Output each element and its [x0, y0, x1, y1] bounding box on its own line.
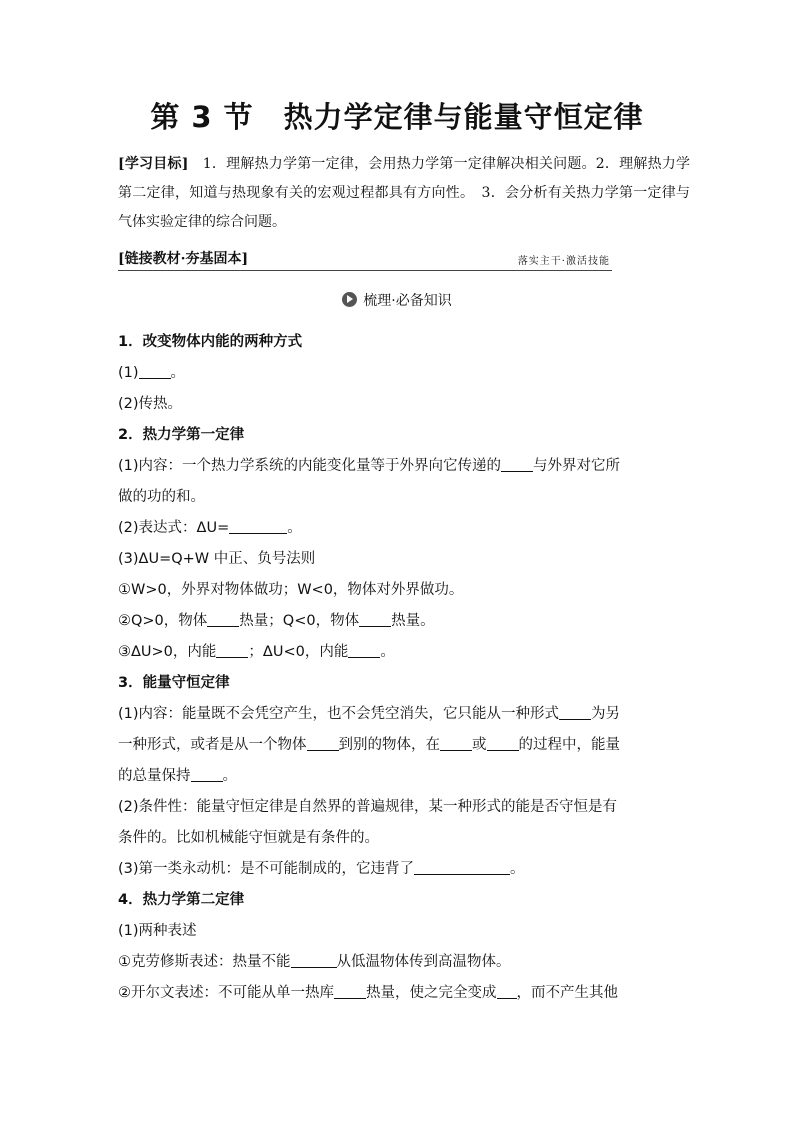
- fill-blank: [559, 705, 591, 720]
- line-3a: (1)内容：能量既不会凭空产生，也不会凭空消失，它只能从一种形式 为另: [118, 706, 621, 722]
- heading-4: 4．热力学第二定律: [118, 892, 245, 908]
- line-2f: ③ΔU>0，内能 ；ΔU<0，内能 。: [118, 644, 395, 660]
- line-1a: (1) 。: [118, 365, 186, 381]
- fill-blank: [487, 736, 519, 751]
- fill-blank: [348, 643, 380, 658]
- line-3a2: 一种形式，或者是从一个物体 到别的物体，在 或 的过程中，能量: [118, 737, 620, 753]
- line-3b: (2)条件性：能量守恒定律是自然界的普遍规律，某一种形式的能是否守恒是有: [118, 799, 618, 815]
- fill-blank: [216, 643, 248, 658]
- line-1b: (2)传热。: [118, 396, 183, 412]
- fill-blank: [307, 736, 339, 751]
- section-bar-title: [链接教材·夯基固本]: [118, 251, 249, 267]
- heading-3: 3．能量守恒定律: [118, 675, 230, 691]
- line-4a: (1)两种表述: [118, 923, 197, 939]
- section-bar: [118, 246, 612, 271]
- line-4b: ①克劳修斯表述：热量不能 从低温物体传到高温物体。: [118, 954, 511, 970]
- fill-blank: [191, 767, 223, 782]
- fill-blank: [414, 860, 510, 875]
- line-2c: (3)ΔU=Q+W 中正、负号法则: [118, 551, 316, 567]
- heading-2: 2．热力学第一定律: [118, 427, 245, 443]
- fill-blank: [139, 364, 171, 379]
- sub-heading: [0, 290, 794, 310]
- fill-blank: [359, 612, 391, 627]
- line-2e: ②Q>0，物体 热量；Q<0，物体 热量。: [118, 613, 435, 629]
- line-3c: (3)第一类永动机：是不可能制成的，它违背了 。: [118, 861, 525, 877]
- fill-blank: [207, 612, 239, 627]
- fill-blank: [291, 953, 337, 968]
- sub-heading-label: 梳理·必备知识: [363, 293, 452, 309]
- line-2a2: 做的功的和。: [118, 489, 205, 505]
- fill-blank: [334, 984, 366, 999]
- learning-goals: [118, 150, 690, 237]
- learning-goals-tag: [学习目标]: [118, 156, 189, 172]
- line-2d: ①W>0，外界对物体做功；W<0，物体对外界做功。: [118, 582, 464, 598]
- heading-1: 1．改变物体内能的两种方式: [118, 334, 303, 350]
- play-circle-icon: [342, 292, 357, 307]
- fill-blank: [497, 984, 517, 999]
- line-3a3: 的总量保持 。: [118, 768, 237, 784]
- fill-blank: [501, 457, 533, 472]
- fill-blank: [440, 736, 472, 751]
- line-3b2: 条件的。比如机械能守恒就是有条件的。: [118, 830, 379, 846]
- line-4c: ②开尔文表述：不可能从单一热库 热量，使之完全变成 ，而不产生其他: [118, 985, 618, 1001]
- page-title: 第 3 节 热力学定律与能量守恒定律: [150, 100, 644, 134]
- fill-blank: [229, 519, 287, 534]
- section-bar-subtitle: 落实主干·激活技能: [517, 256, 610, 267]
- learning-goals-text: 1．理解热力学第一定律，会用热力学第一定律解决相关问题。2．理解热力学第二定律，知道与热现象有关的宏观过程都具有方向性。 3．会分析有关热力学第一定律与气体实验定律的综合问题。: [118, 156, 691, 230]
- line-2a: (1)内容：一个热力学系统的内能变化量等于外界向它传递的 与外界对它所: [118, 458, 621, 474]
- line-2b: (2)表达式：ΔU= 。: [118, 520, 302, 536]
